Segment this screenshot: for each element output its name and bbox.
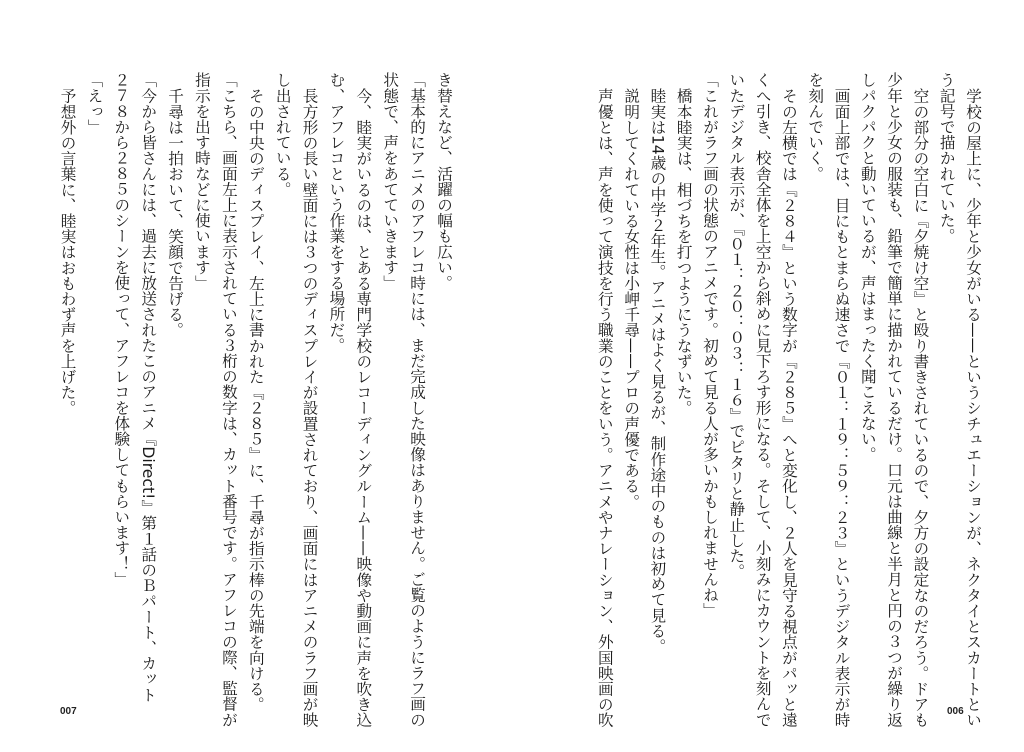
text-line: くへ引き、校舎全体を上空から斜めに見下ろす形になる。そして、小刻みにカウントを刻んで xyxy=(753,72,772,728)
text-line: 学校の屋上に、少年と少女がいる——というシチュエーションが、ネクタイとスカートとい xyxy=(964,87,982,728)
text-line: 声優とは、声を使って演技を行う職業のことをいう。アニメやナレーション、外国映画の吹 xyxy=(595,87,614,728)
text-line: ２７８から２８５のシーンを使って、アフレコを体験してもらいます！」 xyxy=(112,72,131,587)
text-line: 「こちら、画面左上に表示されている３桁の数字は、カット番号です。アフレコの際、監督が xyxy=(219,72,238,728)
page-number-left: 007 xyxy=(60,706,77,717)
text-line: その中央のディスプレイ、左上に書かれた『２８５』に、千尋が指示棒の先端を向ける。 xyxy=(246,87,265,712)
text-line: を刻んでいく。 xyxy=(806,72,825,182)
text-line: き替えなど、活躍の幅も広い。 xyxy=(435,72,453,291)
text-line: 「基本的にアニメのアフレコ時には、まだ完成した映像はありません。ご覧のようにラフ画の xyxy=(408,72,427,728)
text-line: 千尋は一拍おいて、笑顔で告げる。 xyxy=(166,87,185,338)
text-line: 橋本睦実は、相づちを打つようにうなずいた。 xyxy=(674,87,693,416)
text-line: 「今から皆さんには、過去に放送されたこのアニメ『Direct!』第１話のＢパート、カット xyxy=(139,72,158,703)
text-line: う記号で描かれていた。 xyxy=(937,72,956,244)
text-line: 画面上部では、目にもとまらぬ速さで『０１：１９：５９：２３』というデジタル表示が時 xyxy=(832,87,851,728)
text-line: 睦実は14歳の中学２年生。アニメはよく見るが、制作途中のものは初めて見る。 xyxy=(648,87,667,654)
text-line: む、アフレコという作業をする場所だ。 xyxy=(327,72,346,353)
text-line: 「えっ」 xyxy=(85,72,104,135)
text-line: し出されている。 xyxy=(273,72,292,197)
text-line: 長方形の長い壁面には３つのディスプレイが設置されており、画面にはアニメのラフ画が映 xyxy=(300,87,319,728)
text-line: 状態で、声をあてていきます」 xyxy=(381,72,400,291)
text-line: しパクパクと動いているが、声はまったく聞こえない。 xyxy=(858,72,877,462)
text-line: 今、睦実がいるのは、とある専門学校のレコーディングルーム——映像や動画に声を吹き込 xyxy=(354,87,373,728)
text-line: 指示を出す時などに使います」 xyxy=(192,72,211,291)
text-line: 少年と少女の服装も、鉛筆で簡単に描かれているだけ。口元は曲線と半月と円の３つが繰り返 xyxy=(885,72,904,728)
text-line: 予想外の言葉に、睦実はおもわず声を上げた。 xyxy=(58,87,77,416)
text-line: その左横では『２８４』という数字が『２８５』へと変化し、２人を見守る視点がパッと遠 xyxy=(779,87,798,728)
text-line: 「これがラフ画の状態のアニメです。初めて見る人が多いかもしれませんね」 xyxy=(701,72,720,618)
text-line: 説明してくれている女性は小岬千尋——プロの声優である。 xyxy=(622,87,641,509)
page-number-right: 006 xyxy=(947,706,964,717)
text-line: いたデジタル表示が、『０１：２０：０３：１６』でピタリと静止した。 xyxy=(727,72,746,579)
text-line: 空の部分の空白に『夕焼け空』と殴り書きされているので、夕方の設定なのだろう。ドアも xyxy=(911,87,930,728)
